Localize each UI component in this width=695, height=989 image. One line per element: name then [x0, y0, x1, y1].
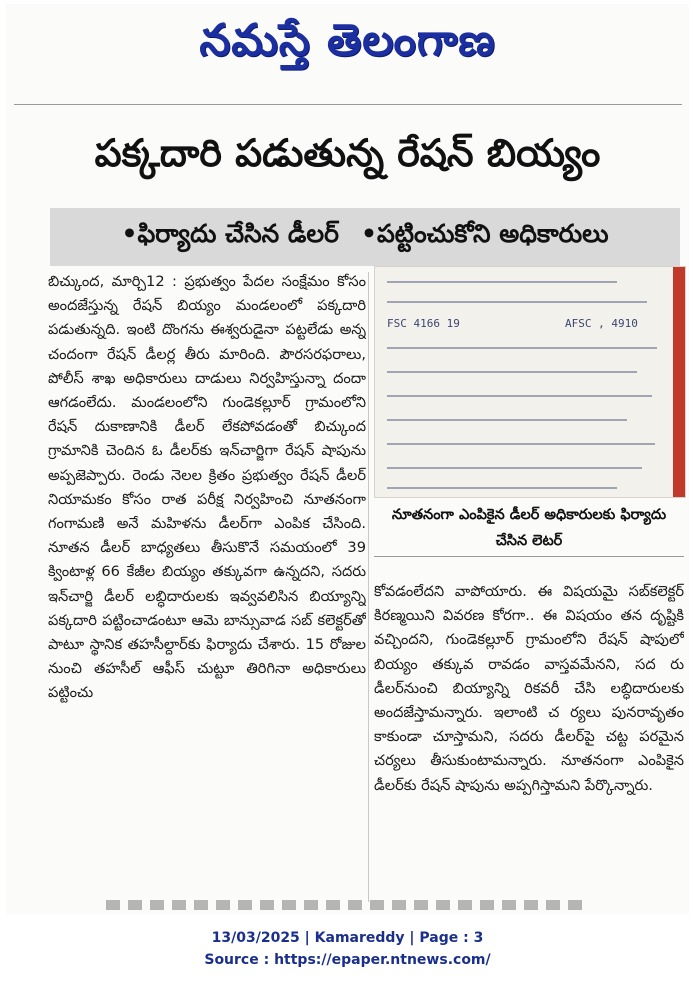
complaint-letter-photo [374, 266, 686, 498]
masthead-rule [14, 104, 682, 105]
handwriting-line [387, 395, 652, 397]
article-paragraph: కోవడంలేదని వాపోయారు. ఈ విషయమై సబ్‌కలెక్టర్ కిరణ్మయిని వివరణ కోరగా.. ఈ విషయం తన దృష్టికి వచ్చిందని, గుండెకల్లూర్ గ్రామంలోని రేషన్ షాపులో బియ్యం తక్కువ రావడం వాస్తవమేనని, సద రు డీలర్‌నుంచి బియ్యాన్ని రికవరీ చేసి లబ్ధిదారులకు అందజేస్తామన్నారు. ఇలాంటి చ ర్యలు పునరావృతం కాకుండా చూస్తామని, సదరు డీలర్‌పై చట్ట పరమైన చర్యలు తీసుకుంటామన్నారు. నూతనంగా ఎంపికైన డీలర్‌కు రేషన్ షాపును అప్పగిస్తామని పేర్కొన్నారు. [374, 583, 684, 794]
handwriting-line [387, 487, 617, 489]
handwriting-line [387, 419, 627, 421]
handwriting-line [387, 371, 637, 373]
subheadline-1: •ఫిర్యాదు చేసిన డీలర్ [121, 219, 339, 248]
photo-red-edge [673, 267, 685, 497]
handwriting-line [387, 347, 657, 349]
article-column-right [374, 580, 684, 900]
article-paragraph: బిచ్కుంద, మార్చి12 : ప్రభుత్వం పేదల సంక్షేమం కోసం అందజేస్తున్న రేషన్ బియ్యం మండలంలో పక్కదారి పడుతున్నది. ఇంటి దొంగను ఈశ్వరుడైనా పట్టలేడు అన్న చందంగా రేషన్ డీలర్ల తీరు మారింది. పౌరసరఫరాలు, పోలీస్ శాఖ అధికారులు దాడులు నిర్వహిస్తున్నా దందా ఆగడంలేదు. మండలంలోని గుండెకల్లూర్ గ్రామంలోని రేషన్ దుకాణానికి డీలర్ లేకపోవడంతో బిచ్కుంద గ్రామానికి చెందిన ఓ డీలర్‌కు ఇన్‌చార్జిగా రేషన్ షాపును అప్పజెప్పారు. రెండు నెలల క్రితం ప్రభుత్వం రేషన్ డీలర్ నియామకం కోసం రాత పరీక్ష నిర్వహించి నూతనంగా గంగామణి అనే మహిళను డీలర్‌గా ఎంపిక చేసింది. నూతన డీలర్ బాధ్యతలు తీసుకొనే సమయంలో 39 క్వింటాళ్ల 66 కేజీల బియ్యం తక్కువగా ఉన్నదని, సదరు ఇన్‌చార్జి డీలర్ లబ్ధిదారులకు ఇవ్వవలిసిన బియ్యాన్ని పక్కదారి పట్టించాడంటూ ఆమె బాన్సువాడ సబ్ కలెక్టర్‌తో పాటూ స్థానిక తహసీల్దార్‌కు ఫిర్యాదు చేశారు. 15 రోజుల నుంచి తహసీల్ ఆఫీస్ చుట్టూ తిరిగినా అధికారులు పట్టించు [48, 273, 366, 702]
newspaper-clipping [6, 4, 689, 914]
column-divider [368, 272, 369, 902]
subheadline-2: •పట్టించుకోని అధికారులు [361, 219, 609, 248]
handwriting-line [387, 443, 655, 445]
handwriting-line [387, 467, 642, 469]
masthead-logo: నమస్తే తెలంగాణ [199, 15, 496, 66]
subheadline-bar [50, 208, 680, 266]
handwriting-line: AFSC , 4910 [565, 317, 638, 330]
headline: పక్కదారి పడుతున్న రేషన్ బియ్యం [94, 131, 601, 175]
handwriting-line: FSC 4166 19 [387, 317, 460, 330]
cropped-text-strip [106, 900, 586, 910]
footer-date-edition: 13/03/2025 | Kamareddy | Page : 3 [211, 930, 484, 946]
article-column-left [48, 270, 366, 906]
photo-caption: నూతనంగా ఎంపికైన డీలర్ అధికారులకు ఫిర్యాదు చేసిన లెటర్ [374, 502, 684, 557]
handwriting-line [387, 281, 617, 283]
handwriting-line [387, 301, 647, 303]
footer-source: Source : https://epaper.ntnews.com/ [204, 952, 491, 968]
